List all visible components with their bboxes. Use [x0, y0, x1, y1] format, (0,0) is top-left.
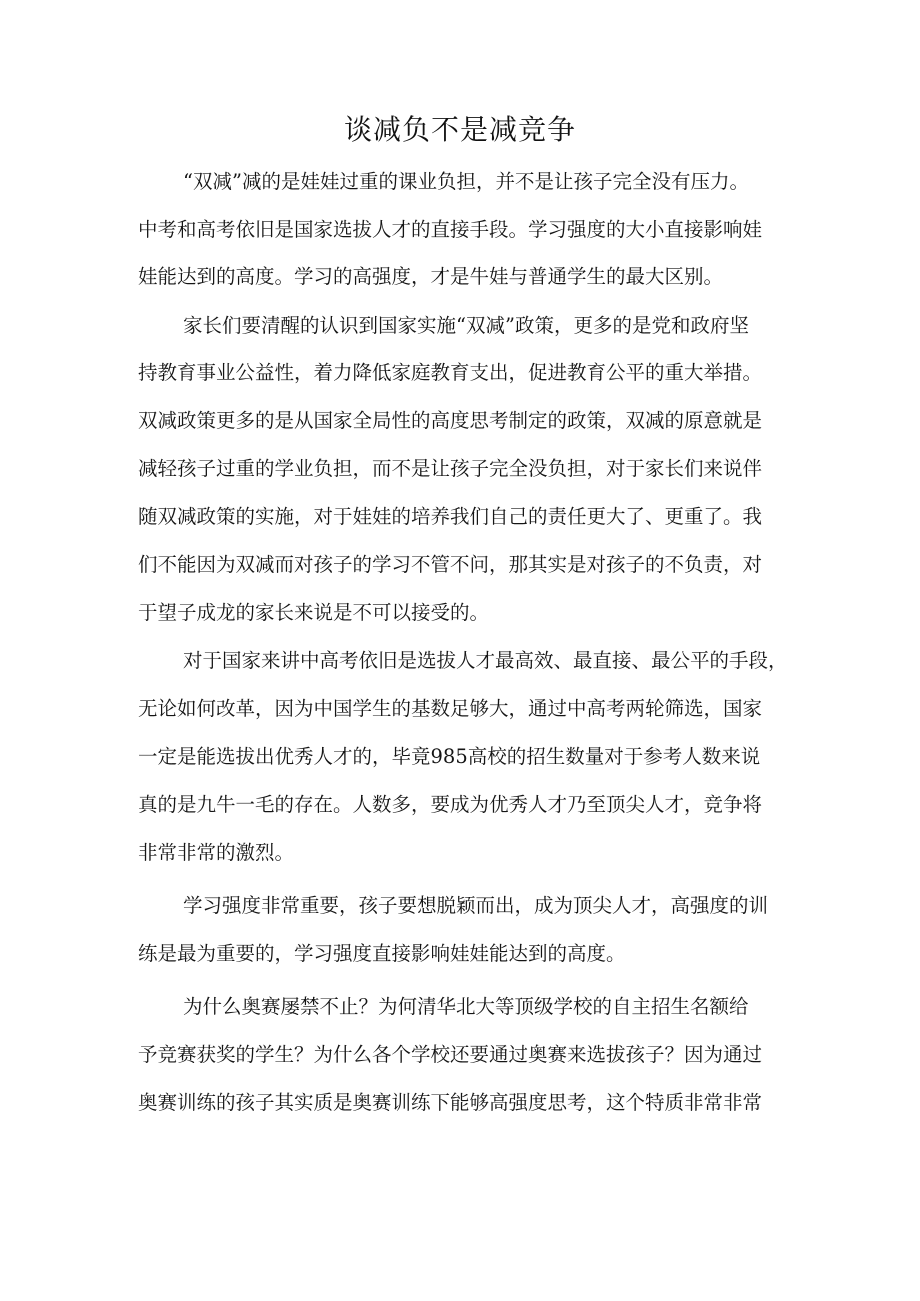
paragraph-line: 练是最为重要的，学习强度直接影响娃娃能达到的高度。: [138, 942, 626, 965]
paragraph-line: 学习强度非常重要，孩子要想脱颖而出，成为顶尖人才，高强度的训: [183, 894, 769, 917]
paragraph-line: 家长们要清醒的认识到国家实施“双减”政策，更多的是党和政府坚: [183, 314, 749, 337]
paragraph-line: 非常非常的激烈。: [138, 841, 295, 864]
paragraph-line: 为什么奥赛屡禁不止？为何清华北大等顶级学校的自主招生名额给: [183, 995, 749, 1018]
paragraph-line: 予竞赛获奖的学生？为什么各个学校还要通过奥赛来选拔孩子？因为通过: [138, 1043, 763, 1066]
paragraph-line: 持教育事业公益性，着力降低家庭教育支出，促进教育公平的重大举措。: [138, 361, 763, 384]
paragraph-line: 一定是能选拔出优秀人才的，毕竟985高校的招生数量对于参考人数来说: [138, 745, 761, 768]
paragraph-line: 无论如何改革，因为中国学生的基数足够大，通过中高考两轮筛选，国家: [138, 697, 763, 720]
document-title: 谈减负不是减竞争: [343, 113, 576, 146]
paragraph-line: 对于国家来讲中高考依旧是选拔人才最高效、最直接、最公平的手段，: [183, 649, 788, 672]
paragraph-line: “双减”减的是娃娃过重的课业负担，并不是让孩子完全没有压力。: [183, 170, 749, 193]
paragraph-line: 减轻孩子过重的学业负担，而不是让孩子完全没负担，对于家长们来说伴: [138, 457, 763, 480]
paragraph-line: 奥赛训练的孩子其实质是奥赛训练下能够高强度思考，这个特质非常非常: [138, 1091, 763, 1114]
paragraph-line: 随双减政策的实施，对于娃娃的培养我们自己的责任更大了、更重了。我: [138, 505, 763, 528]
paragraph-line: 们不能因为双减而对孩子的学习不管不问，那其实是对孩子的不负责，对: [138, 553, 763, 576]
paragraph-line: 真的是九牛一毛的存在。人数多，要成为优秀人才乃至顶尖人才，竞争将: [138, 793, 763, 816]
paragraph-line: 娃能达到的高度。学习的高强度，才是牛娃与普通学生的最大区别。: [138, 265, 724, 288]
paragraph-line: 双减政策更多的是从国家全局性的高度思考制定的政策，双减的原意就是: [138, 409, 763, 432]
paragraph-line: 于望子成龙的家长来说是不可以接受的。: [138, 601, 490, 624]
paragraph-line: 中考和高考依旧是国家选拔人才的直接手段。学习强度的大小直接影响娃: [138, 218, 763, 241]
